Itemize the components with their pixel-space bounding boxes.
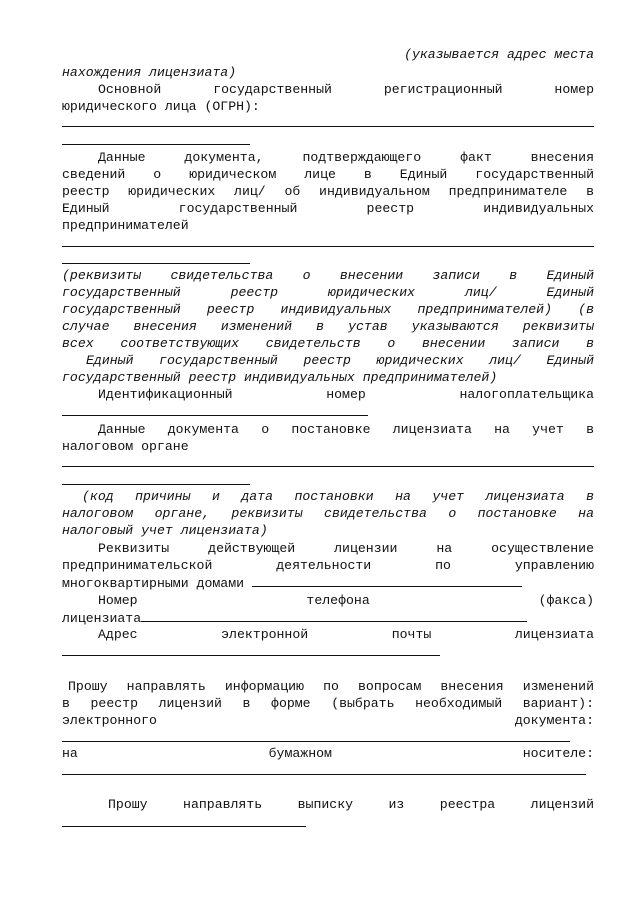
certificate-note-line-2: государственный реестр юридических лиц/ Единый [62, 285, 594, 300]
extract-request-label: Прошу направлять выписку из реестра лицензий [108, 797, 594, 812]
license-field-line[interactable] [252, 574, 522, 587]
registry-doc-label-line-3: реестр юридических лиц/ об индивидуальном предпринимателе в [62, 184, 594, 199]
tax-note-line-1: (код причины и дата постановки на учет лицензиата в [82, 489, 594, 504]
tax-doc-label-line-1: Данные документа о постановке лицензиата на учет в [98, 422, 594, 437]
ogrn-label-line-2: юридического лица (ОГРН): [62, 99, 260, 114]
license-label-line-3 [62, 574, 594, 592]
option-paper-label: на бумажном носителе: [62, 746, 594, 761]
certificate-note-line-4: случае внесения изменений в устав указываются реквизиты [62, 319, 594, 334]
registry-doc-field-line-short[interactable] [62, 263, 250, 264]
ogrn-field-line-short[interactable] [62, 144, 250, 145]
registry-doc-label-line-2: сведений о юридическом лице в Единый государственный [62, 167, 594, 182]
phone-label-line-2 [62, 609, 594, 627]
tax-doc-field-line[interactable] [62, 466, 594, 467]
extract-request-field-line[interactable] [62, 826, 306, 827]
tax-doc-label-line-2: налоговом органе [62, 439, 189, 454]
tax-note-line-2: налоговом органе, реквизиты свидетельства о постановке на [62, 506, 594, 521]
certificate-note-line-7: государственный реестр индивидуальных предпринимателей) [62, 370, 498, 385]
option-paper-field-line[interactable] [62, 774, 586, 775]
ogrn-field-line[interactable] [62, 126, 594, 127]
license-label-line-1: Реквизиты действующей лицензии на осуществление [98, 541, 594, 556]
ogrn-label-line-1: Основной государственный регистрационный номер [98, 82, 594, 97]
tax-doc-field-line-short[interactable] [62, 484, 250, 485]
tax-note-line-3: налоговый учет лицензиата) [62, 523, 268, 538]
email-field-line[interactable] [62, 655, 440, 656]
address-note-line-2: нахождения лицензиата) [62, 65, 237, 80]
option-electronic-label: электронного документа: [62, 713, 594, 728]
certificate-note-line-6: Единый государственный реестр юридических лиц/ Единый [86, 353, 594, 368]
phone-label-line-1: Номер телефона (факса) [98, 593, 594, 608]
registry-doc-label-line-4: Единый государственный реестр индивидуальных [62, 201, 594, 216]
address-note-line-1: (указывается адрес места [404, 47, 594, 62]
inn-field-line[interactable] [62, 415, 368, 416]
phone-field-line[interactable] [141, 609, 527, 622]
info-request-line-1: Прошу направлять информацию по вопросам внесения изменений [68, 679, 594, 694]
license-label-text: многоквартирными домами [62, 576, 245, 591]
certificate-note-line-3: государственный реестр индивидуальных предпринимателей) (в [62, 302, 594, 317]
option-electronic-field-line[interactable] [62, 741, 570, 742]
registry-doc-label-line-5: предпринимателей [62, 218, 189, 233]
registry-doc-label-line-1: Данные документа, подтверждающего факт внесения [98, 150, 594, 165]
registry-doc-field-line[interactable] [62, 246, 594, 247]
phone-label-text: лицензиата [62, 611, 142, 626]
info-request-line-2: в реестр лицензий в форме (выбрать необходимый вариант): [62, 696, 594, 711]
certificate-note-line-1: (реквизиты свидетельства о внесении записи в Единый [62, 268, 594, 283]
certificate-note-line-5: всех соответствующих свидетельств о внесении записи в [62, 336, 594, 351]
inn-label: Идентификационный номер налогоплательщика [98, 387, 594, 402]
email-label: Адрес электронной почты лицензиата [98, 627, 594, 642]
license-label-line-2: предпринимательской деятельности по управлению [62, 558, 594, 573]
